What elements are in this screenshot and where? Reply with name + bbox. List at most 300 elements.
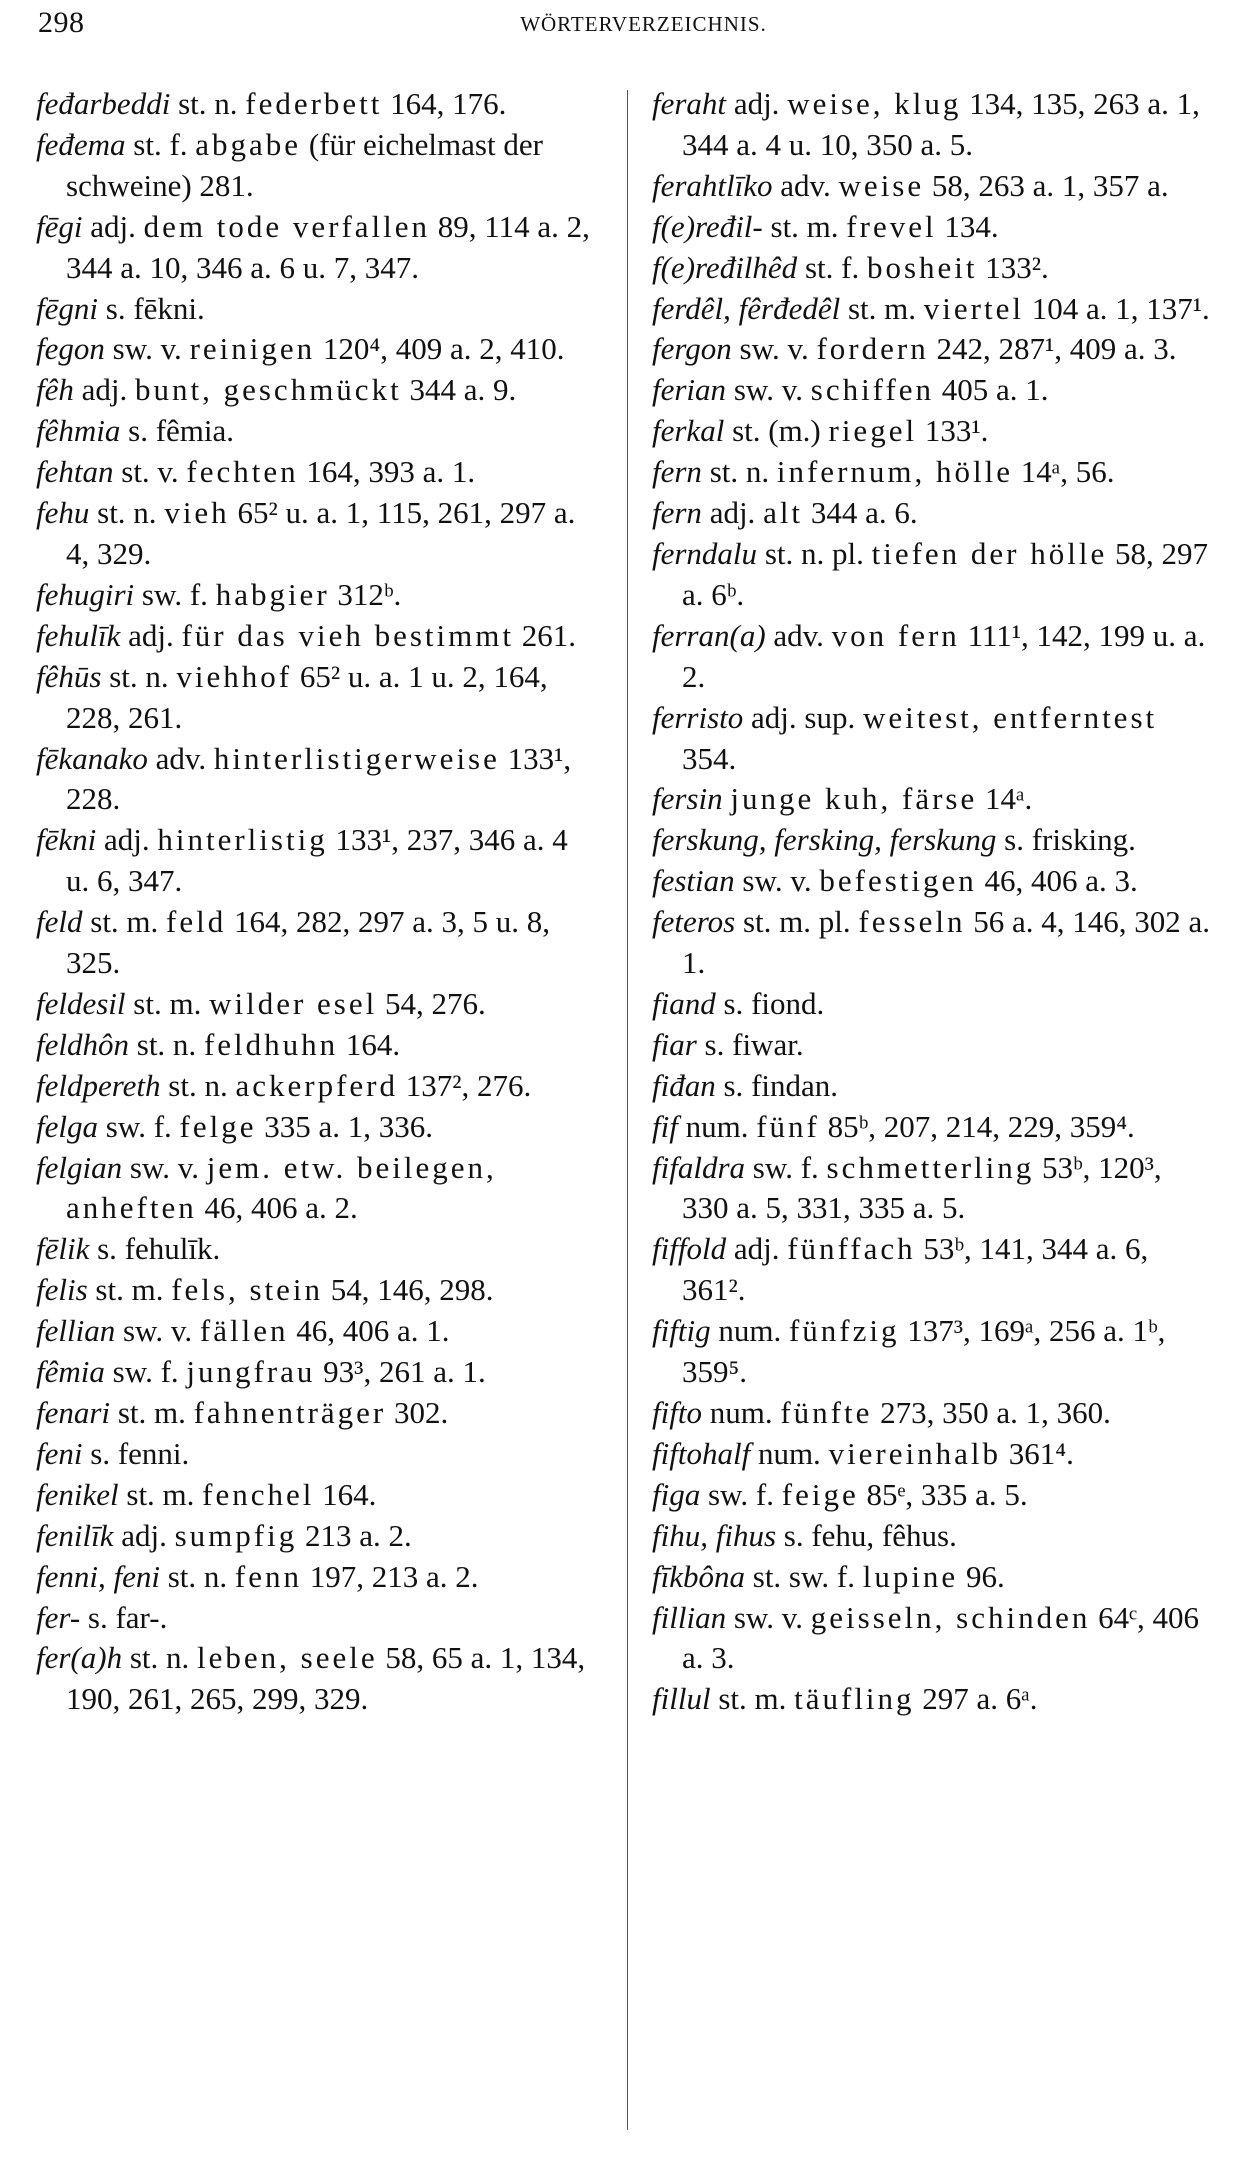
dictionary-entry — [652, 1107, 1212, 1148]
entry-grammar-label: num. — [710, 1313, 789, 1349]
entry-headword: fiftig — [652, 1313, 711, 1349]
entry-references: fiond. — [751, 985, 825, 1021]
entry-headword: fehu — [36, 495, 90, 531]
entry-meaning: reinigen — [189, 331, 316, 367]
entry-meaning: jem. etw. beilegen, anheften — [66, 1149, 497, 1226]
entry-grammar-label: s. — [80, 1599, 116, 1635]
entry-grammar-label: st. n. — [129, 1026, 204, 1062]
dictionary-entry — [652, 1679, 1212, 1720]
entry-headword: feldpereth — [36, 1067, 161, 1103]
entry-meaning: täufling — [794, 1681, 915, 1717]
entry-headword: feni — [36, 1435, 83, 1471]
entry-references: 137², 276. — [397, 1067, 532, 1103]
entry-grammar-label: sw. v. — [726, 1599, 811, 1635]
entry-headword: fegon — [36, 331, 105, 367]
entry-grammar-label: s. — [120, 413, 156, 449]
entry-grammar-label: s. — [715, 1067, 752, 1103]
entry-headword: fergon — [652, 331, 732, 367]
entry-headword: fihu, fihus — [652, 1517, 777, 1553]
dictionary-entry — [652, 616, 1212, 698]
entry-grammar-label: st. v. — [113, 454, 187, 490]
dictionary-entry — [36, 289, 596, 330]
entry-grammar-label: sw. v. — [734, 863, 820, 899]
dictionary-entry — [36, 329, 596, 370]
entry-references: 104 a. 1, 137¹. — [1023, 290, 1210, 326]
entry-headword: fiar — [652, 1026, 697, 1062]
entry-references: 46, 406 a. 3. — [976, 863, 1138, 899]
dictionary-entry — [36, 1025, 596, 1066]
entry-headword: feteros — [652, 904, 736, 940]
entry-references: 273, 350 a. 1, 360. — [872, 1395, 1111, 1430]
dictionary-entry — [36, 575, 596, 616]
entry-meaning: von fern — [831, 617, 960, 653]
entry-references: 58, 65 a. 1, 134, 190, 261, 265, 299, 329. — [66, 1640, 586, 1717]
dictionary-entry — [36, 657, 596, 739]
entry-grammar-label: s. — [715, 985, 752, 1021]
entry-meaning: geisseln, schinden — [810, 1599, 1091, 1635]
entry-grammar-label: st. m. — [840, 290, 924, 326]
entry-headword: ferahtlīko — [652, 167, 773, 203]
entry-meaning: fenchel — [202, 1476, 315, 1512]
entry-meaning: fünfzig — [788, 1313, 900, 1349]
entry-grammar-label: st. n. — [170, 86, 246, 121]
entry-grammar-label: s. — [996, 822, 1032, 858]
entry-meaning: dem tode verfallen — [143, 208, 431, 244]
dictionary-entry — [652, 1516, 1212, 1557]
dictionary-entry — [36, 1557, 596, 1598]
dictionary-entry — [652, 1066, 1212, 1107]
entry-grammar-label: st. n. — [160, 1067, 236, 1103]
entry-headword: ferian — [652, 372, 727, 408]
dictionary-entry — [652, 1148, 1212, 1230]
entry-meaning: infernum, hölle — [776, 454, 1013, 490]
entry-headword: fêhūs — [36, 658, 102, 694]
entry-references: 46, 406 a. 1. — [288, 1313, 450, 1349]
entry-references: 89, 114 a. 2, 344 a. 10, 346 a. 6 u. 7, 347. — [66, 208, 590, 285]
entry-references: 134. — [936, 208, 999, 244]
dictionary-entry — [36, 1516, 596, 1557]
entry-references: 354. — [682, 740, 737, 776]
entry-headword: fillian — [652, 1599, 727, 1635]
entry-grammar-label: sw. f. — [700, 1476, 782, 1512]
entry-meaning: hinterlistig — [157, 822, 328, 858]
entry-headword: fif — [652, 1108, 678, 1144]
entry-meaning: viertel — [923, 290, 1024, 326]
dictionary-entry — [36, 411, 596, 452]
entry-references: 58, 263 a. 1, 357 a. — [924, 167, 1169, 203]
entry-meaning: jungfrau — [186, 1354, 316, 1390]
entry-headword: fern — [652, 454, 702, 490]
entry-headword: fersin — [652, 781, 723, 817]
dictionary-entry — [36, 984, 596, 1025]
dictionary-entry — [652, 166, 1212, 207]
entry-grammar-label: st. n. — [159, 1558, 235, 1594]
entry-references: 361⁴. — [1001, 1435, 1074, 1471]
entry-grammar-label: sw. v. — [122, 1149, 207, 1185]
dictionary-entry — [652, 289, 1212, 330]
entry-headword: feld — [36, 904, 83, 940]
entry-references: 164. — [314, 1476, 377, 1512]
entry-meaning: für das vieh bestimmt — [181, 617, 514, 653]
entry-headword: fenikel — [36, 1476, 119, 1512]
entry-meaning: frevel — [846, 208, 937, 244]
entry-meaning: weise, klug — [787, 86, 962, 121]
entry-headword: fēlik — [36, 1231, 90, 1267]
dictionary-entry — [652, 1475, 1212, 1516]
entry-meaning: fechten — [186, 454, 299, 490]
dictionary-entry — [652, 370, 1212, 411]
entry-references: frisking. — [1031, 822, 1136, 858]
entry-references: 344 a. 9. — [401, 372, 517, 408]
entry-references: 53ᵇ, 120³, 330 a. 5, 331, 335 a. 5. — [682, 1149, 1162, 1226]
entry-grammar-label: s. — [82, 1435, 118, 1471]
dictionary-entry — [652, 207, 1212, 248]
entry-headword: feđema — [36, 126, 126, 162]
entry-references: 164, 282, 297 a. 3, 5 u. 8, 325. — [66, 904, 551, 981]
entry-grammar-label: s. — [98, 290, 134, 326]
dictionary-entry — [36, 1066, 596, 1107]
entry-meaning: fünffach — [787, 1231, 916, 1267]
entry-headword: fiffold — [652, 1231, 727, 1267]
entry-headword: fenni, feni — [36, 1558, 160, 1594]
dictionary-entry — [36, 820, 596, 902]
entry-meaning: feldhuhn — [203, 1026, 339, 1062]
entry-references: fēkni. — [133, 290, 205, 326]
entry-headword: ferristo — [652, 699, 744, 735]
entry-headword: fêh — [36, 372, 74, 408]
entry-headword: fer- — [36, 1599, 81, 1635]
entry-grammar-label: adj. — [73, 372, 135, 408]
entry-references: 65² u. a. 1 u. 2, 164, 228, 261. — [66, 658, 548, 735]
dictionary-entry — [652, 1598, 1212, 1680]
entry-meaning: feld — [166, 904, 227, 940]
entry-meaning: vieh — [164, 495, 230, 531]
dictionary-entry — [36, 1107, 596, 1148]
entry-grammar-label: s. — [696, 1026, 733, 1062]
dictionary-entry — [36, 1270, 596, 1311]
entry-references: 85ᵇ, 207, 214, 229, 359⁴. — [819, 1108, 1135, 1144]
entry-meaning: viehhof — [176, 658, 293, 694]
dictionary-entry — [652, 861, 1212, 902]
dictionary-entry — [36, 1352, 596, 1393]
entry-grammar-label: adv. — [772, 167, 839, 203]
running-title: WÖRTERVERZEICHNIS. — [520, 12, 767, 36]
dictionary-entry — [652, 329, 1212, 370]
dictionary-entry — [36, 1229, 596, 1270]
entry-references: 242, 287¹, 409 a. 3. — [928, 331, 1177, 367]
entry-meaning: feige — [781, 1476, 859, 1512]
dictionary-entry — [36, 84, 596, 125]
dictionary-entry — [36, 452, 596, 493]
entry-meaning: fahnenträger — [193, 1395, 387, 1430]
dictionary-entry — [36, 1311, 596, 1352]
entry-headword: fifto — [652, 1395, 702, 1430]
entry-references: 85ᵉ, 335 a. 5. — [858, 1476, 1028, 1512]
entry-meaning: alt — [763, 495, 804, 531]
entry-headword: felis — [36, 1272, 88, 1308]
entry-references: 405 a. 1. — [934, 372, 1049, 408]
entry-meaning: schiffen — [810, 372, 935, 408]
entry-references: (für eichelmast der schweine) 281. — [66, 126, 543, 203]
entry-references: 297 a. 6ᵃ. — [914, 1681, 1038, 1717]
dictionary-entry — [652, 534, 1212, 616]
entry-references: 93³, 261 a. 1. — [315, 1354, 486, 1390]
entry-grammar-label: st. n. — [101, 658, 177, 694]
entry-references: 133². — [977, 249, 1049, 285]
entry-headword: fellian — [36, 1313, 116, 1349]
entry-grammar-label: sw. f. — [104, 1354, 187, 1390]
entry-grammar-label: adj. — [726, 86, 788, 121]
dictionary-entry — [36, 1638, 596, 1720]
entry-references: findan. — [751, 1067, 839, 1103]
entry-grammar-label: st. (m.) — [724, 413, 829, 449]
entry-headword: fehulīk — [36, 617, 121, 653]
entry-headword: fiđan — [652, 1067, 716, 1103]
dictionary-entry — [36, 739, 596, 821]
entry-headword: ferskung, fersking, ferskung — [652, 822, 997, 858]
entry-grammar-label: st. f. — [797, 249, 867, 285]
dictionary-entry — [36, 493, 596, 575]
entry-meaning: fels, stein — [171, 1272, 324, 1308]
dictionary-entry — [652, 984, 1212, 1025]
entry-references: 164. — [338, 1026, 401, 1062]
entry-headword: fer(a)h — [36, 1640, 123, 1676]
entry-grammar-label: st. m. — [110, 1395, 194, 1430]
entry-headword: felgian — [36, 1149, 123, 1185]
entry-references: 302. — [386, 1395, 449, 1430]
entry-headword: felga — [36, 1108, 98, 1144]
entry-grammar-label: adj. — [701, 495, 764, 531]
entry-grammar-label: sw. v. — [115, 1313, 200, 1349]
entry-headword: fêhmia — [36, 413, 121, 449]
entry-grammar-label: adv. — [765, 617, 832, 653]
entry-grammar-label: sw. f. — [98, 1108, 180, 1144]
entry-meaning: hinterlistigerweise — [213, 740, 500, 776]
entry-references: 197, 213 a. 2. — [302, 1558, 479, 1594]
entry-headword: f(e)ređil- — [652, 208, 763, 244]
entry-grammar-label: num. — [750, 1435, 829, 1471]
entry-references: 58, 297 a. 6ᵇ. — [682, 535, 1208, 612]
entry-grammar-label: st. n. — [89, 495, 165, 531]
entry-meaning: fünf — [756, 1108, 820, 1144]
entry-references: 14ᵃ. — [977, 781, 1033, 817]
entry-references: 14ᵃ, 56. — [1013, 454, 1115, 490]
entry-meaning: bosheit — [866, 249, 978, 285]
entry-headword: fillul — [652, 1681, 711, 1717]
entry-meaning: leben, seele — [197, 1640, 378, 1676]
entry-meaning: tiefen der hölle — [871, 535, 1108, 571]
entry-headword: fēkanako — [36, 740, 148, 776]
page-number: 298 — [38, 6, 85, 39]
entry-references: 96. — [958, 1558, 1005, 1594]
entry-grammar-label: s. — [776, 1517, 812, 1553]
entry-headword: ferndalu — [652, 535, 758, 571]
entry-meaning: schmetterling — [826, 1149, 1035, 1185]
entry-grammar-label: adj. — [96, 822, 158, 858]
entry-grammar-label: st. n. pl. — [757, 535, 872, 571]
dictionary-entry — [36, 1434, 596, 1475]
right-column — [652, 84, 1212, 1720]
entry-meaning: riegel — [828, 413, 918, 449]
entry-references: 53ᵇ, 141, 344 a. 6, 361². — [682, 1231, 1149, 1308]
dictionary-entry — [652, 452, 1212, 493]
dictionary-entry — [652, 493, 1212, 534]
entry-grammar-label: sw. v. — [731, 331, 817, 367]
entry-grammar-label: st. m. — [82, 904, 167, 940]
entry-meaning: fesseln — [858, 904, 966, 940]
entry-grammar-label: num. — [677, 1108, 757, 1144]
entry-grammar-label: adj. — [113, 1517, 175, 1553]
entry-references: 120⁴, 409 a. 2, 410. — [315, 331, 565, 367]
entry-references: 54, 276. — [377, 985, 486, 1021]
entry-meaning: weise — [838, 167, 925, 203]
entry-meaning: viereinhalb — [828, 1435, 1002, 1471]
entry-grammar-label: st. m. pl. — [735, 904, 859, 940]
entry-grammar-label: sw. v. — [104, 331, 190, 367]
entry-meaning: fenn — [234, 1558, 303, 1594]
entry-grammar-label: sw. f. — [745, 1149, 827, 1185]
entry-meaning: felge — [179, 1108, 257, 1144]
entry-references: 312ᵇ. — [329, 576, 402, 612]
entry-headword: ferdêl, fêrđedêl — [652, 290, 841, 326]
entry-headword: feldhôn — [36, 1026, 129, 1062]
entry-references: fehulīk. — [124, 1231, 221, 1267]
entry-references: 133¹, 228. — [66, 740, 572, 817]
entry-references: 111¹, 142, 199 u. a. 2. — [682, 617, 1206, 694]
entry-grammar-label: adj. — [82, 208, 144, 244]
dictionary-entry — [652, 411, 1212, 452]
entry-meaning: fällen — [199, 1313, 289, 1349]
dictionary-entry — [652, 1025, 1212, 1066]
dictionary-entry — [36, 902, 596, 984]
entry-references: 56 a. 4, 146, 302 a. 1. — [682, 904, 1211, 981]
entry-grammar-label: st. sw. f. — [745, 1558, 863, 1594]
entry-grammar-label: sw. v. — [726, 372, 811, 408]
entry-meaning: ackerpferd — [235, 1067, 398, 1103]
dictionary-entry — [36, 1475, 596, 1516]
dictionary-entry — [652, 84, 1212, 166]
entry-headword: ferkal — [652, 413, 725, 449]
dictionary-entry — [36, 1148, 596, 1230]
entry-references: 133¹. — [917, 413, 989, 449]
entry-references: 213 a. 2. — [297, 1517, 412, 1553]
entry-meaning: wilder esel — [209, 985, 378, 1021]
entry-grammar-label: num. — [701, 1395, 781, 1430]
entry-meaning: habgier — [215, 576, 330, 612]
entry-grammar-label: st. m. — [118, 1476, 203, 1512]
entry-headword: fīkbôna — [652, 1558, 745, 1594]
dictionary-entry — [36, 616, 596, 657]
entry-references: fehu, fêhus. — [811, 1517, 957, 1553]
entry-headword: fehugiri — [36, 576, 135, 612]
dictionary-entry — [652, 902, 1212, 984]
entry-headword: fern — [652, 495, 702, 531]
entry-headword: feraht — [652, 86, 727, 121]
entry-meaning: fordern — [816, 331, 929, 367]
entry-references: 137³, 169ᵃ, 256 a. 1ᵇ, 359⁵. — [682, 1313, 1166, 1390]
entry-headword: feldesil — [36, 985, 126, 1021]
entry-meaning: befestigen — [819, 863, 977, 899]
entry-grammar-label: st. f. — [125, 126, 196, 162]
entry-references: 133¹, 237, 346 a. 4 u. 6, 347. — [66, 822, 568, 899]
entry-headword: fēkni — [36, 822, 97, 858]
entry-meaning: federbett — [245, 86, 383, 121]
entry-references: far-. — [115, 1599, 168, 1635]
entry-headword: fifaldra — [652, 1149, 746, 1185]
dictionary-entry — [652, 779, 1212, 820]
entry-headword: fēgi — [36, 208, 83, 244]
dictionary-entry — [652, 1434, 1212, 1475]
entry-references: 344 a. 6. — [803, 495, 918, 531]
entry-grammar-label: st. n. — [122, 1640, 198, 1676]
entry-headword: festian — [652, 863, 735, 899]
entry-headword: fêmia — [36, 1354, 105, 1390]
entry-meaning: lupine — [862, 1558, 959, 1594]
dictionary-entry — [36, 370, 596, 411]
entry-references: 164, 176. — [382, 86, 507, 121]
entry-headword: fehtan — [36, 454, 114, 490]
dictionary-entry — [652, 820, 1212, 861]
entry-grammar-label: st. m. — [87, 1272, 172, 1308]
column-divider — [627, 90, 628, 2130]
left-column — [36, 84, 596, 1720]
dictionary-entry — [652, 698, 1212, 780]
entry-headword: feđarbeddi — [36, 86, 171, 121]
entry-meaning: fünfte — [780, 1395, 873, 1430]
dictionary-entry — [652, 1311, 1212, 1393]
dictionary-entry — [652, 248, 1212, 289]
dictionary-entry — [652, 1557, 1212, 1598]
entry-headword: fenilīk — [36, 1517, 114, 1553]
entry-references: fenni. — [117, 1435, 190, 1471]
dictionary-entry — [652, 1229, 1212, 1311]
entry-references: 46, 406 a. 2. — [196, 1190, 358, 1226]
entry-headword: figa — [652, 1476, 701, 1512]
entry-references: 134, 135, 263 a. 1, 344 a. 4 u. 10, 350 a. 5. — [682, 86, 1200, 162]
entry-references: 261. — [513, 617, 576, 653]
dictionary-entry — [652, 1393, 1212, 1434]
entry-references: fêmia. — [155, 413, 235, 449]
entry-references: 54, 146, 298. — [323, 1272, 494, 1308]
entry-meaning: sumpfig — [174, 1517, 298, 1553]
entry-references: 65² u. a. 1, 115, 261, 297 a. 4, 329. — [66, 495, 576, 571]
entry-grammar-label: st. n. — [701, 454, 777, 490]
entry-grammar-label: st. m. — [125, 985, 210, 1021]
entry-grammar-label: st. m. — [762, 208, 847, 244]
entry-grammar-label: adj. sup. — [743, 699, 863, 735]
dictionary-entry — [36, 1393, 596, 1434]
entry-headword: f(e)ređilhêd — [652, 249, 798, 285]
entry-headword: fiftohalf — [652, 1435, 751, 1471]
dictionary-entry — [36, 1598, 596, 1639]
entry-grammar-label: sw. f. — [134, 576, 216, 612]
dictionary-entry — [36, 207, 596, 289]
entry-meaning: abgabe — [195, 126, 302, 162]
entry-grammar-label: s. — [89, 1231, 125, 1267]
entry-grammar-label: st. m. — [710, 1681, 795, 1717]
entry-headword: fēgni — [36, 290, 98, 326]
dictionary-entry — [36, 125, 596, 207]
entry-headword: fiand — [652, 985, 716, 1021]
entry-references: 64ᶜ, 406 a. 3. — [682, 1599, 1200, 1676]
entry-headword: fenari — [36, 1395, 111, 1430]
entry-references: 335 a. 1, 336. — [256, 1108, 433, 1144]
entry-meaning: weitest, entferntest — [862, 699, 1158, 735]
entry-references: 164, 393 a. 1. — [298, 454, 476, 490]
entry-grammar-label: adv. — [147, 740, 214, 776]
entry-references: fiwar. — [732, 1026, 804, 1062]
entry-meaning: junge kuh, färse — [730, 781, 978, 817]
